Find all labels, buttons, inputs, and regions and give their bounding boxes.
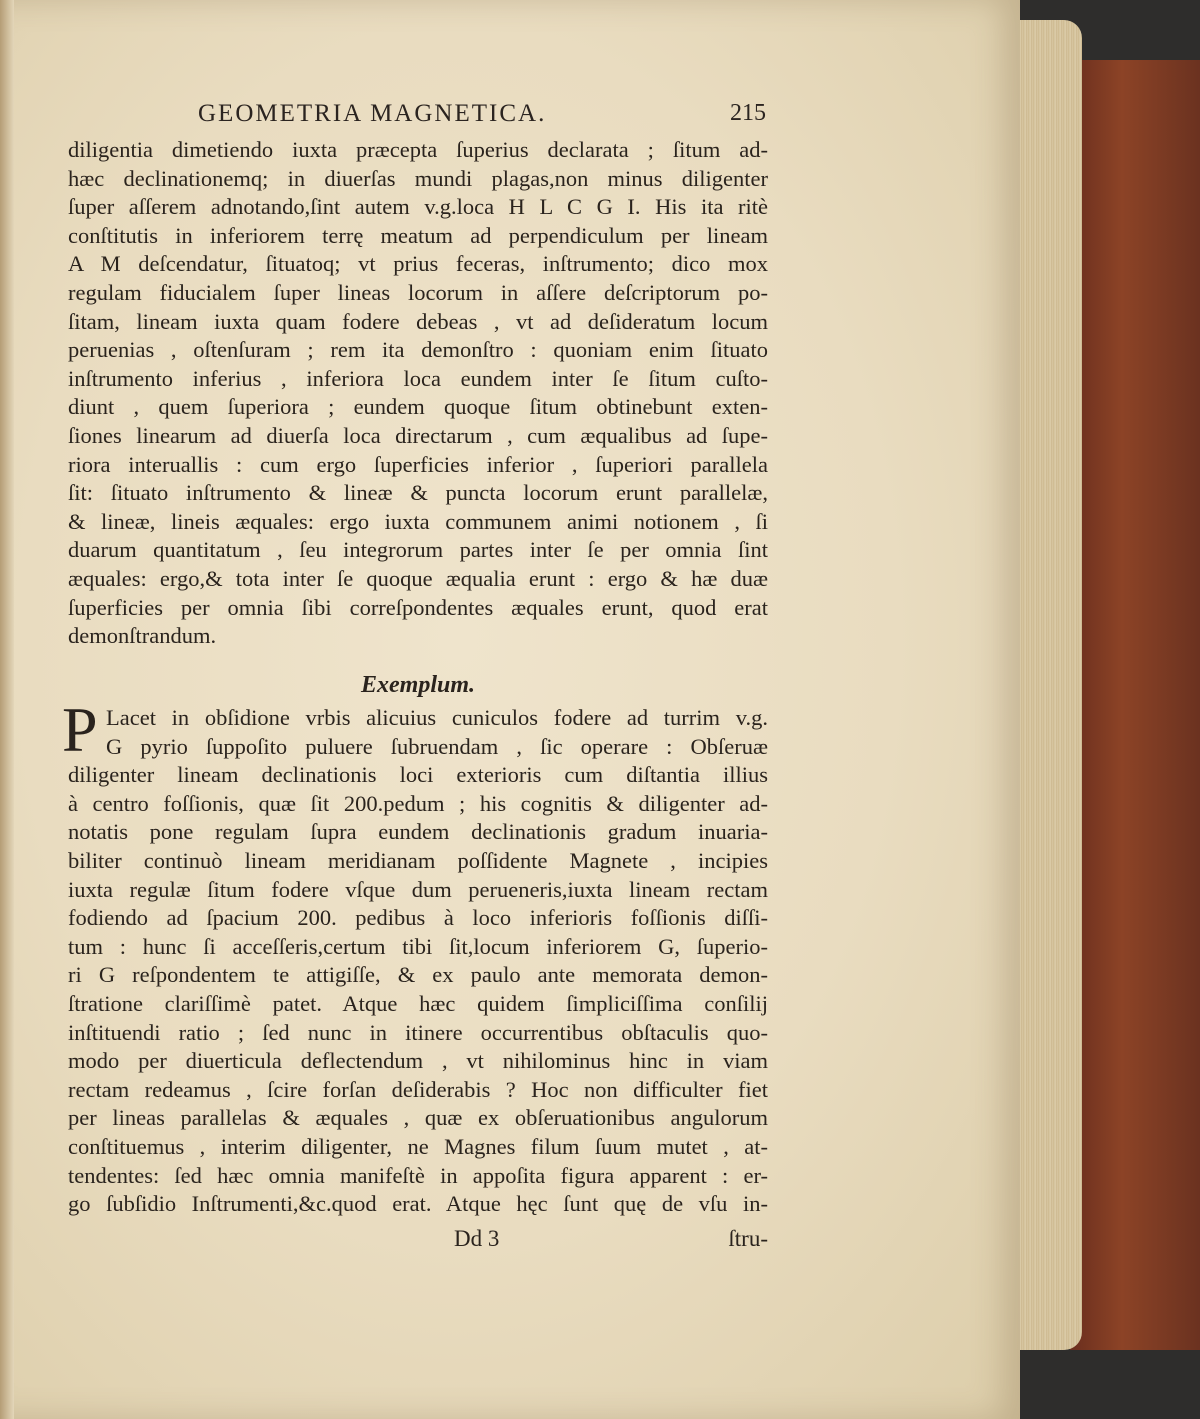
running-title: GEOMETRIA MAGNETICA.: [198, 100, 547, 127]
text-line: inſtituendi ratio ; ſed nunc in itinere occurrentibus obſtaculis quo-: [68, 1019, 768, 1045]
text-line: G pyrio ſuppoſito puluere ſubruendam , ſic operare : Obſeruæ: [106, 733, 768, 759]
page-block-edge: [1012, 20, 1082, 1350]
drop-cap: P: [62, 694, 98, 765]
text-line: ſuper aſſerem adnotando,ſint autem v.g.loca H L C G I. His ita ritè: [68, 194, 768, 220]
text-line: inſtrumento inferius , inferiora loca eundem inter ſe ſitum cuſto-: [68, 365, 768, 391]
text-line: duarum quantitatum , ſeu integrorum partes inter ſe per omnia ſint: [68, 537, 768, 563]
text-line: à centro foſſionis, quæ ſit 200.pedum ; his cognitis & diligenter ad-: [68, 790, 768, 816]
text-line: fodiendo ad ſpacium 200. pedibus à loco inferioris foſſionis diſſi-: [68, 905, 768, 931]
text-line: æquales: ergo,& tota inter ſe quoque æqualia erunt : ergo & hæ duæ: [68, 565, 768, 591]
text-line: ſiones linearum ad diuerſa loca directarum , cum æqualibus ad ſupe-: [68, 422, 768, 448]
text-line: go ſubſidio Inſtrumenti,&c.quod erat. Atque hęc ſunt quę de vſu in-: [68, 1191, 768, 1217]
text-line: tendentes: ſed hæc omnia manifeſtè in appoſita figura apparent : er-: [68, 1162, 768, 1188]
text-line: conſtitutis in inferiorem terrę meatum ad perpendiculum per lineam: [68, 222, 768, 248]
text-line: ſtratione clariſſimè patet. Atque hæc quidem ſimpliciſſima conſilij: [68, 990, 768, 1016]
text-line: biliter continuò lineam meridianam poſſidente Magnete , incipies: [68, 847, 768, 873]
text-line: modo per diuerticula deflectendum , vt nihilominus hinc in viam: [68, 1048, 768, 1074]
text-line: & lineæ, lineis æquales: ergo iuxta communem animi notionem , ſi: [68, 508, 768, 534]
text-line: Lacet in obſidione vrbis alicuius cuniculos fodere ad turrim v.g.: [106, 705, 768, 730]
text-line: rectam redeamus , ſcire forſan deſiderabis ? Hoc non difficulter fiet: [68, 1076, 768, 1102]
text-line: hæc declinationemq; in diuerſas mundi plagas,non minus diligenter: [68, 165, 768, 191]
text-line: ri G reſpondentem te attigiſſe, & ex paulo ante memorata demon-: [68, 962, 768, 988]
text-line: ſit: ſituato inſtrumento & lineæ & puncta locorum erunt parallelæ,: [68, 480, 768, 506]
section-heading: Exemplum.: [360, 671, 475, 698]
text-line: tum : hunc ſi acceſſeris,certum tibi ſit,locum inferiorem G, ſuperio-: [68, 933, 768, 959]
text-line: conſtituemus , interim diligenter, ne Magnes filum ſuum mutet , at-: [68, 1133, 768, 1159]
book-cover: [1070, 60, 1200, 1350]
gutter: [0, 0, 14, 1419]
catchword: ſtru-: [728, 1226, 768, 1251]
text-line: diligenter lineam declinationis loci exterioris cum diſtantia illius: [68, 762, 768, 788]
text-line: riora interuallis : cum ergo ſuperficies inferior , ſuperiori parallela: [68, 451, 768, 477]
page-footer: [68, 1226, 768, 1256]
text-line: per lineas parallelas & æquales , quæ ex obſeruationibus angulorum: [68, 1105, 768, 1131]
text-line: peruenias , oſtenſuram ; rem ita demonſtro : quoniam enim ſituato: [68, 337, 768, 363]
text-line: iuxta regulæ ſitum fodere vſque dum perueneris,iuxta lineam rectam: [68, 876, 768, 902]
text-line: demonſtrandum.: [68, 623, 217, 649]
text-line: ſitam, lineam iuxta quam fodere debeas , vt ad deſideratum locum: [68, 308, 768, 334]
text-line: diunt , quem ſuperiora ; eundem quoque ſitum obtinebunt exten-: [68, 394, 768, 420]
signature-mark: Dd 3: [454, 1226, 500, 1251]
text-line: diligentia dimetiendo iuxta præcepta ſuperius declarata ; ſitum ad-: [68, 137, 768, 162]
text-line: A M deſcendatur, ſituatoq; vt prius feceras, inſtrumento; dico mox: [68, 251, 768, 277]
paragraph-demonstration: [68, 136, 768, 715]
page-number: 215: [730, 100, 766, 126]
paragraph-example: [62, 694, 768, 1219]
text-line: notatis pone regulam ſupra eundem declinationis gradum inuaria-: [68, 819, 768, 845]
page-header: [98, 100, 766, 140]
text-line: ſuperficies per omnia ſibi correſpondentes æquales erunt, quod erat: [68, 594, 768, 620]
text-line: regulam fiducialem ſuper lineas locorum in aſſere deſcriptorum po-: [68, 279, 768, 305]
